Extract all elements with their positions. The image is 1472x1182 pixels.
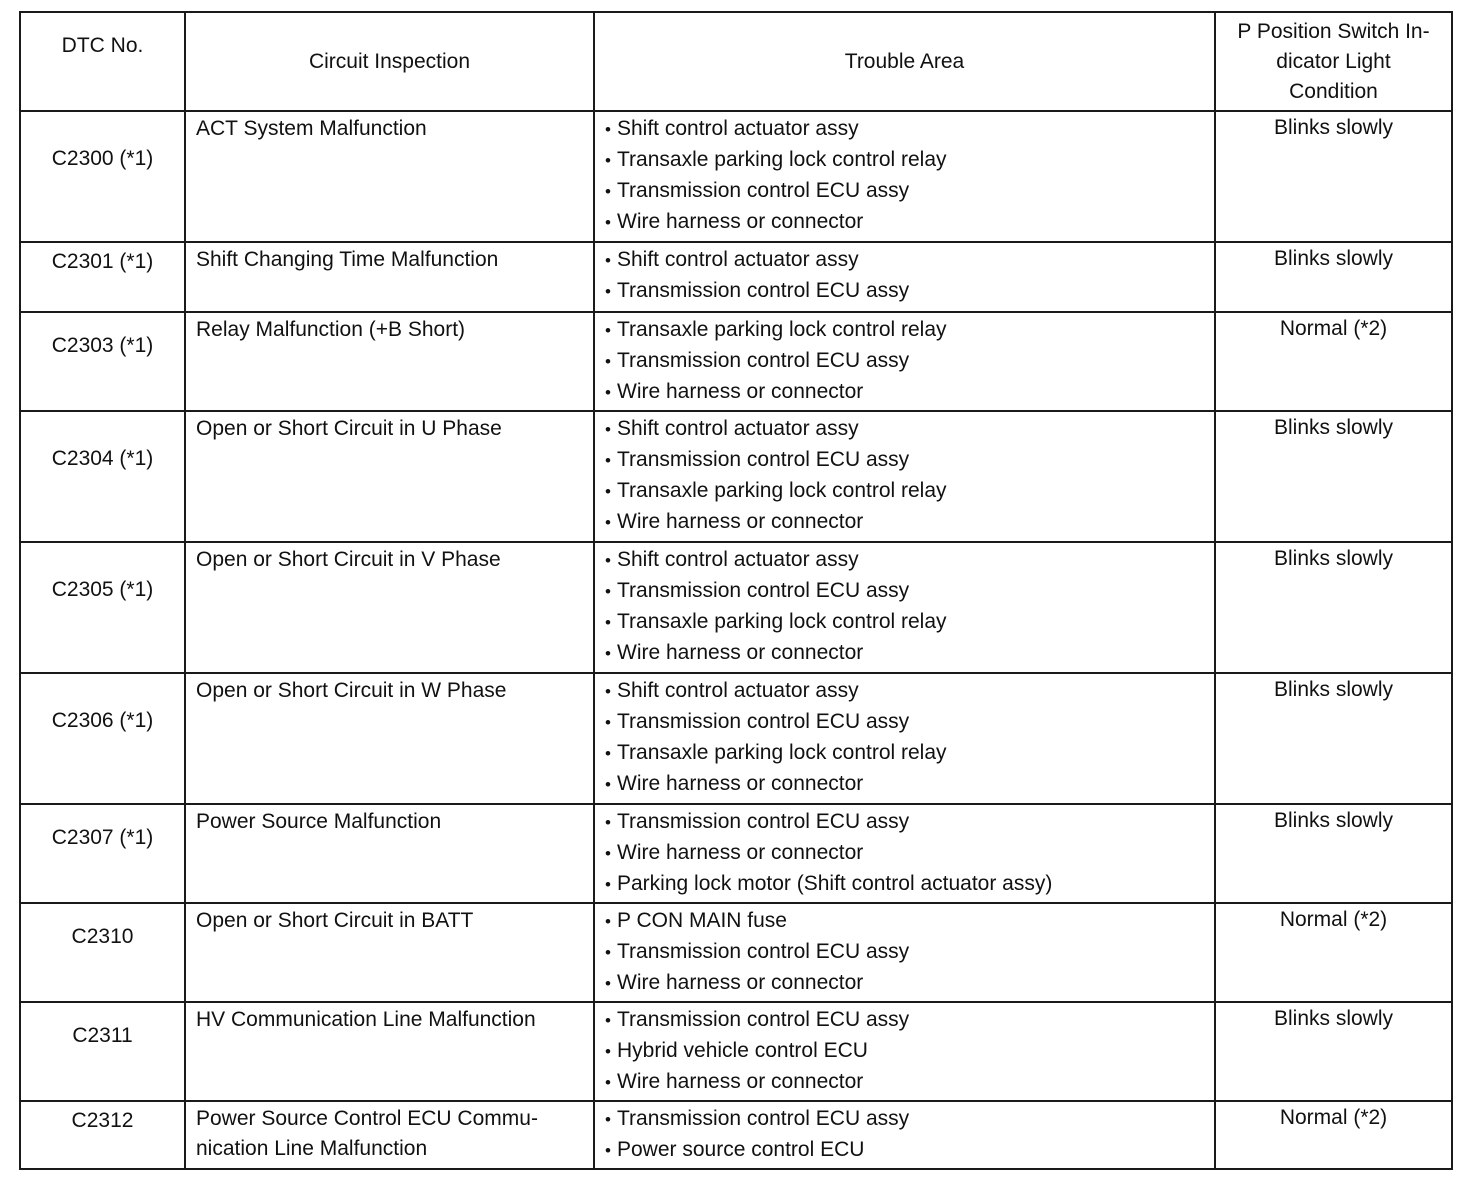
trouble-item: • Transaxle parking lock control relay [605,315,1204,346]
trouble-area [594,673,1215,804]
dtc-code: C2311 [20,1002,185,1101]
table-row [20,411,1452,542]
trouble-area [594,1101,1215,1169]
dtc-code: C2305 (*1) [20,542,185,673]
trouble-item: • Power source control ECU [605,1135,1204,1166]
circuit-inspection: Open or Short Circuit in V Phase [185,542,594,673]
circuit-inspection [185,1101,594,1169]
header-circuit-inspection: Circuit Inspection [185,12,594,111]
circuit-inspection: Power Source Malfunction [185,804,594,903]
trouble-area [594,903,1215,1002]
circuit-inspection: HV Communication Line Malfunction [185,1002,594,1101]
header-indicator-condition [1215,12,1452,111]
trouble-item: • Shift control actuator assy [605,676,1204,707]
header-dtc-no: DTC No. [20,12,185,111]
header-trouble-area: Trouble Area [594,12,1215,111]
trouble-item: • Shift control actuator assy [605,545,1204,576]
table-row [20,312,1452,411]
trouble-item: • Transmission control ECU assy [605,707,1204,738]
trouble-item: • Transmission control ECU assy [605,176,1204,207]
trouble-item: • Shift control actuator assy [605,245,1204,276]
trouble-item: • Wire harness or connector [605,507,1204,538]
table-row [20,1002,1452,1101]
trouble-item: • Wire harness or connector [605,769,1204,800]
header-indicator-line: dicator Light [1276,49,1391,73]
trouble-item: • Wire harness or connector [605,377,1204,408]
dtc-code: C2307 (*1) [20,804,185,903]
trouble-item: • Parking lock motor (Shift control actuator assy) [605,869,1204,900]
dtc-code: C2300 (*1) [20,111,185,242]
circuit-inspection: Open or Short Circuit in U Phase [185,411,594,542]
circuit-line: Power Source Control ECU Commu- [196,1107,538,1130]
trouble-item: • Shift control actuator assy [605,414,1204,445]
trouble-item: • Transmission control ECU assy [605,276,1204,307]
indicator-condition: Normal (*2) [1215,1101,1452,1169]
trouble-item: • Wire harness or connector [605,1067,1204,1098]
indicator-condition: Normal (*2) [1215,312,1452,411]
table-row [20,111,1452,242]
trouble-area [594,804,1215,903]
trouble-item: • Wire harness or connector [605,638,1204,669]
circuit-inspection: Open or Short Circuit in W Phase [185,673,594,804]
indicator-condition: Blinks slowly [1215,111,1452,242]
trouble-item: • Transaxle parking lock control relay [605,145,1204,176]
indicator-condition: Blinks slowly [1215,542,1452,673]
trouble-item: • Transaxle parking lock control relay [605,738,1204,769]
indicator-condition: Blinks slowly [1215,411,1452,542]
table-row [20,1101,1452,1169]
dtc-code: C2303 (*1) [20,312,185,411]
circuit-inspection: ACT System Malfunction [185,111,594,242]
indicator-condition: Blinks slowly [1215,673,1452,804]
dtc-code: C2301 (*1) [20,242,185,312]
trouble-area [594,411,1215,542]
trouble-item: • Transaxle parking lock control relay [605,476,1204,507]
trouble-item: • Transaxle parking lock control relay [605,607,1204,638]
circuit-line: nication Line Malfunction [196,1137,428,1160]
indicator-condition: Blinks slowly [1215,1002,1452,1101]
trouble-item: • P CON MAIN fuse [605,906,1204,937]
trouble-item: • Transmission control ECU assy [605,346,1204,377]
table-row [20,804,1452,903]
trouble-item: • Transmission control ECU assy [605,807,1204,838]
trouble-item: • Wire harness or connector [605,968,1204,999]
indicator-condition: Normal (*2) [1215,903,1452,1002]
indicator-condition: Blinks slowly [1215,242,1452,312]
header-indicator-line: P Position Switch In- [1237,19,1430,43]
trouble-item: • Hybrid vehicle control ECU [605,1036,1204,1067]
trouble-item: • Transmission control ECU assy [605,576,1204,607]
table-header-row [20,12,1452,111]
trouble-item: • Shift control actuator assy [605,114,1204,145]
trouble-item: • Transmission control ECU assy [605,1005,1204,1036]
trouble-area [594,542,1215,673]
dtc-code: C2306 (*1) [20,673,185,804]
dtc-code: C2310 [20,903,185,1002]
table-row [20,242,1452,312]
indicator-condition: Blinks slowly [1215,804,1452,903]
trouble-area [594,242,1215,312]
dtc-table [19,11,1453,1170]
table-row [20,903,1452,1002]
trouble-area [594,111,1215,242]
dtc-code: C2304 (*1) [20,411,185,542]
trouble-item: • Wire harness or connector [605,838,1204,869]
circuit-inspection: Shift Changing Time Malfunction [185,242,594,312]
circuit-inspection: Relay Malfunction (+B Short) [185,312,594,411]
trouble-item: • Transmission control ECU assy [605,937,1204,968]
trouble-item: • Wire harness or connector [605,207,1204,238]
dtc-code: C2312 [20,1101,185,1169]
table-row [20,542,1452,673]
circuit-inspection: Open or Short Circuit in BATT [185,903,594,1002]
header-indicator-line: Condition [1289,79,1378,103]
trouble-area [594,1002,1215,1101]
table-row [20,673,1452,804]
trouble-item: • Transmission control ECU assy [605,445,1204,476]
trouble-area [594,312,1215,411]
trouble-item: • Transmission control ECU assy [605,1104,1204,1135]
